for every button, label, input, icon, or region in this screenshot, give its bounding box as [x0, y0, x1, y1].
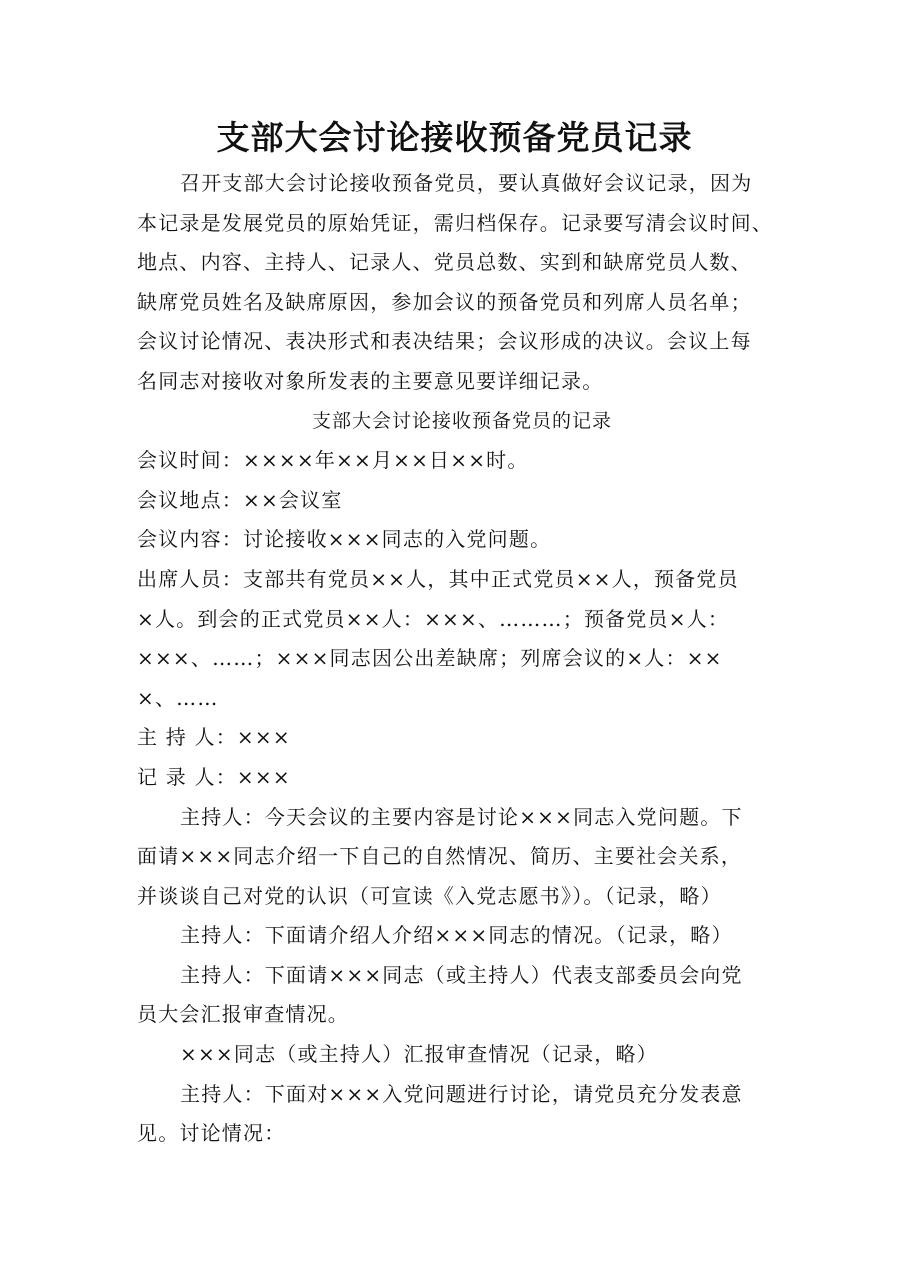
paragraph-line: 召开支部大会讨论接收预备党员，要认真做好会议记录，因为: [180, 171, 753, 195]
document-body: [137, 164, 787, 1154]
paragraph-line: 主持人：下面对×××入党问题进行讨论，请党员充分发表意: [180, 1081, 743, 1106]
attendees-line: 出席人员：支部共有党员××人，其中正式党员××人，预备党员: [137, 566, 739, 591]
meeting-time-line: 会议时间：××××年××月××日××时。: [137, 448, 529, 473]
attendees-line: ×、……: [137, 685, 219, 710]
paragraph-line: 缺席党员姓名及缺席原因，参加会议的预备党员和列席人员名单；: [137, 289, 752, 314]
paragraph-line: 主持人：下面请×××同志（或主持人）代表支部委员会向党: [180, 962, 743, 987]
attendees-line: ×××、……；×××同志因公出差缺席；列席会议的×人：××: [137, 646, 723, 671]
paragraph-line: ×××同志（或主持人）汇报审查情况（记录，略）: [180, 1042, 658, 1067]
paragraph-line: 主持人：今天会议的主要内容是讨论×××同志入党问题。下: [180, 804, 743, 829]
paragraph-line: 会议讨论情况、表决形式和表决结果；会议形成的决议。会议上每: [137, 329, 752, 354]
paragraph-line: 并谈谈自己对党的认识（可宣读《入党志愿书》）。（记录，略）: [137, 883, 722, 908]
host-line: 主 持 人：×××: [137, 725, 291, 750]
paragraph-line: 面请×××同志介绍一下自己的自然情况、简历、主要社会关系，: [137, 844, 743, 869]
recorder-line: 记 录 人：×××: [137, 764, 291, 789]
paragraph-line: 名同志对接收对象所发表的主要意见要详细记录。: [137, 368, 604, 393]
paragraph-line: 见。讨论情况：: [137, 1121, 286, 1146]
meeting-content-line: 会议内容：讨论接收×××同志的入党问题。: [137, 527, 552, 552]
section-subtitle: 支部大会讨论接收预备党员的记录: [311, 409, 612, 432]
document-title: 支部大会讨论接收预备党员记录: [216, 118, 693, 157]
paragraph-line: 本记录是发展党员的原始凭证，需归档保存。记录要写清会议时间、: [137, 210, 773, 235]
paragraph-line: 员大会汇报审查情况。: [137, 1002, 349, 1027]
meeting-place-line: 会议地点：××会议室: [137, 487, 343, 512]
paragraph-line: 主持人：下面请介绍人介绍×××同志的情况。（记录，略）: [180, 923, 733, 948]
attendees-line: ×人。到会的正式党员××人：×××、………；预备党员×人：: [137, 606, 730, 631]
paragraph-line: 地点、内容、主持人、记录人、党员总数、实到和缺席党员人数、: [137, 250, 752, 275]
